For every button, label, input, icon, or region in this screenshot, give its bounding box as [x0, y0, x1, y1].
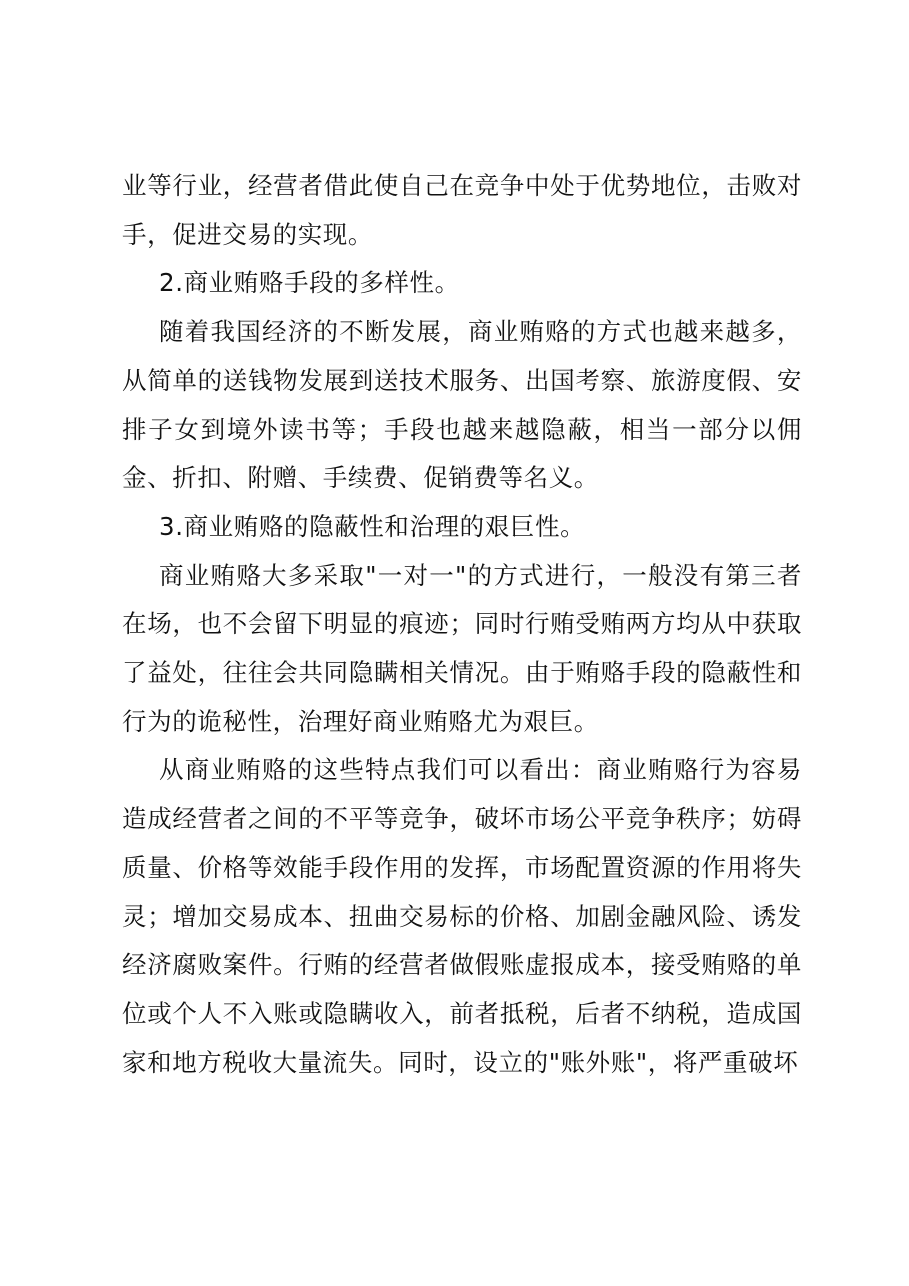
paragraph-continuation: 业等行业，经营者借此使自己在竞争中处于优势地位，击败对手，促进交易的实现。 [122, 171, 802, 249]
paragraph-consequences: 从商业贿赂的这些特点我们可以看出：商业贿赂行为容易造成经营者之间的不平等竞争，破坏市场公平竞争秩序；妨碍质量、价格等效能手段作用的发挥，市场配置资源的作用将失灵；增加交易成本、扭曲交易标的价格、加剧金融风险、诱发经济腐败案件。行贿的经营者做假账虚报成本，接受贿赂的单位或个人不入账或隐瞒收入，前者抵税，后者不纳税，造成国家和地方税收大量流失。同时，设立的"账外账"，将严重破坏 [122, 755, 802, 1077]
section-heading-concealment: 3.商业贿赂的隐蔽性和治理的艰巨性。 [159, 511, 586, 541]
document-body [122, 162, 802, 1087]
paragraph-diversity: 随着我国经济的不断发展，商业贿赂的方式也越来越多，从简单的送钱物发展到送技术服务、出国考察、旅游度假、安排子女到境外读书等；手段也越来越隐蔽，相当一部分以佣金、折扣、附赠、手续费、促销费等名义。 [122, 317, 802, 493]
paragraph-concealment: 商业贿赂大多采取"一对一"的方式进行，一般没有第三者在场，也不会留下明显的痕迹；同时行贿受贿两方均从中获取了益处，往往会共同隐瞒相关情况。由于贿赂手段的隐蔽性和行为的诡秘性，治理好商业贿赂尤为艰巨。 [122, 560, 802, 736]
section-heading-diversity: 2.商业贿赂手段的多样性。 [159, 268, 460, 298]
